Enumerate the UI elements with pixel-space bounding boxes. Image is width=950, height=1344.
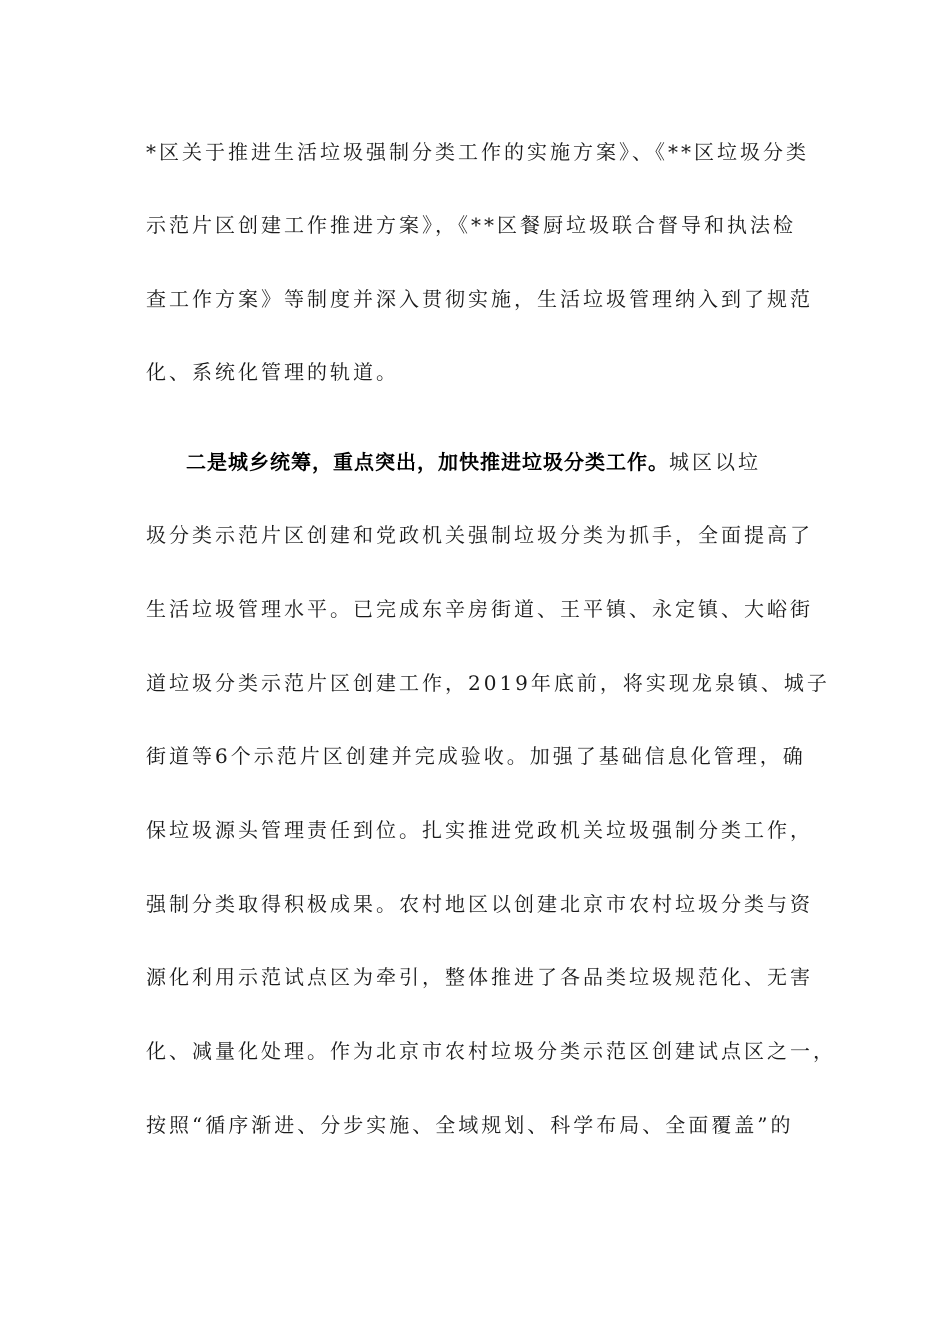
paragraph-2-line-4: 道垃圾分类示范片区创建工作，2019年底前，将实现龙泉镇、城子 bbox=[146, 671, 830, 695]
paragraph-2-line-5: 街道等6个示范片区创建并完成验收。加强了基础信息化管理，确 bbox=[146, 744, 806, 768]
paragraph-2-line-10: 按照“循序渐进、分步实施、全域规划、科学布局、全面覆盖”的 bbox=[146, 1113, 794, 1137]
paragraph-2-line-6: 保垃圾源头管理责任到位。扎实推进党政机关垃圾强制分类工作， bbox=[146, 818, 813, 842]
paragraph-2-line-3: 生活垃圾管理水平。已完成东辛房街道、王平镇、永定镇、大峪街 bbox=[146, 597, 813, 621]
paragraph-2-line-8: 源化利用示范试点区为牵引，整体推进了各品类垃圾规范化、无害 bbox=[146, 965, 813, 989]
paragraph-2-heading-rest: 城区以垃 bbox=[669, 450, 761, 474]
paragraph-2-line-2: 圾分类示范片区创建和党政机关强制垃圾分类为抓手，全面提高了 bbox=[146, 523, 813, 547]
paragraph-1-line-2: 示范片区创建工作推进方案》，《**区餐厨垃圾联合督导和执法检 bbox=[146, 213, 796, 237]
paragraph-1-line-4: 化、系统化管理的轨道。 bbox=[146, 360, 399, 384]
paragraph-1-line-3: 查工作方案》等制度并深入贯彻实施，生活垃圾管理纳入到了规范 bbox=[146, 287, 813, 311]
paragraph-2-line-1 bbox=[186, 449, 866, 475]
paragraph-1-line-1: *区关于推进生活垃圾强制分类工作的实施方案》、《**区垃圾分类 bbox=[146, 140, 809, 164]
paragraph-2-heading: 二是城乡统筹，重点突出，加快推进垃圾分类工作。 bbox=[186, 450, 669, 474]
paragraph-2-line-9: 化、减量化处理。作为北京市农村垃圾分类示范区创建试点区之一， bbox=[146, 1039, 836, 1063]
paragraph-2-line-7: 强制分类取得积极成果。农村地区以创建北京市农村垃圾分类与资 bbox=[146, 892, 813, 916]
